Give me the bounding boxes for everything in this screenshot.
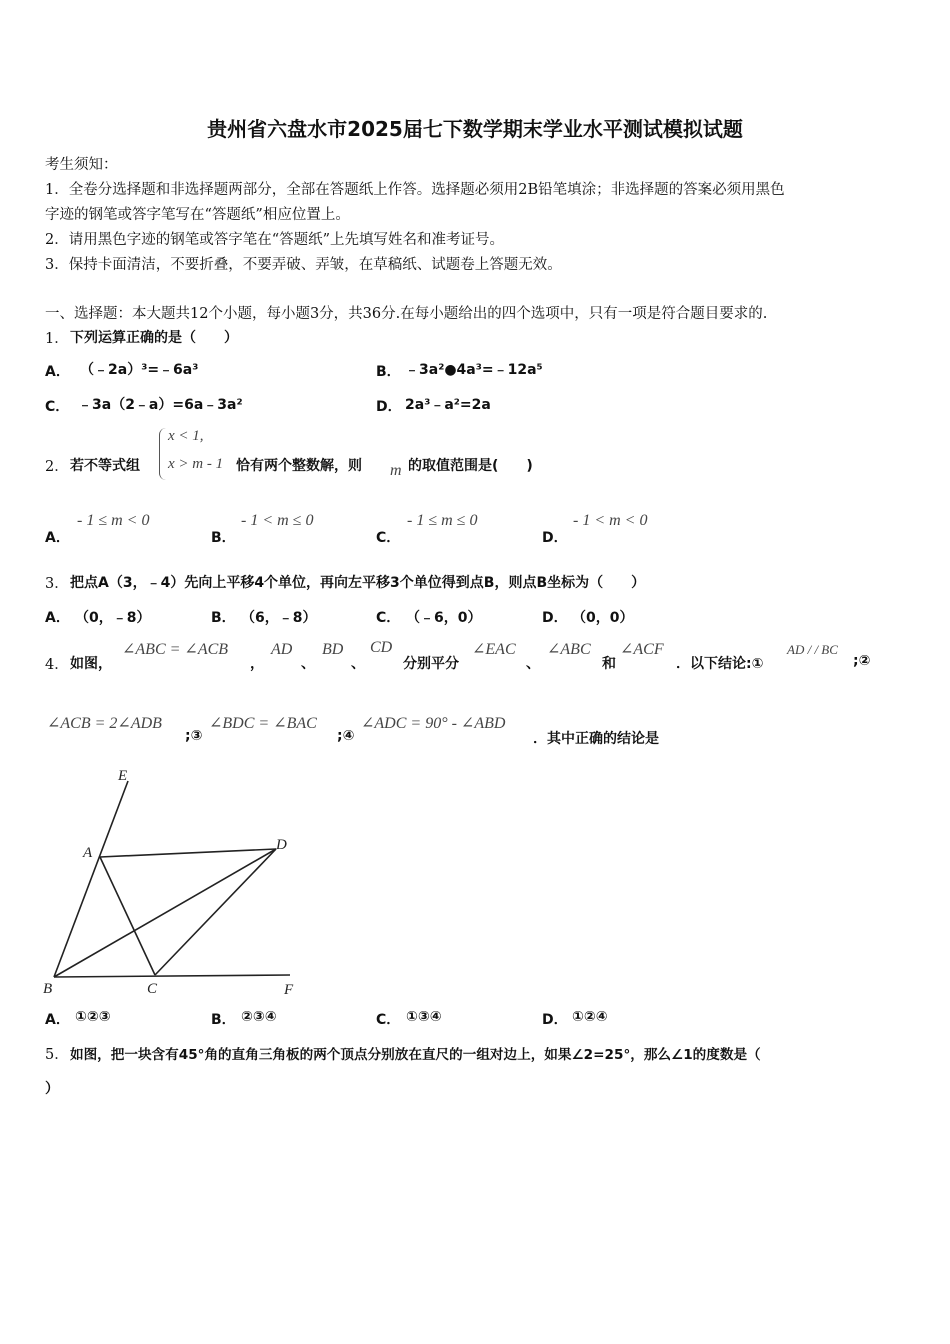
q2-system-brace [159, 428, 166, 480]
q4-option-a-text: ①②③ [75, 1009, 111, 1025]
q3-option-a-label: A． [45, 610, 70, 626]
q4-math-acb-2adb: ∠ACB = 2∠ADB [47, 715, 162, 732]
q3-number: 3． [45, 576, 69, 592]
q4-stem-b: 分别平分 [403, 656, 459, 672]
q2-option-a-text: - 1 ≤ m < 0 [77, 512, 150, 529]
q3-option-d-text: （0，0） [572, 610, 634, 626]
q4-separator-1: 、 [301, 656, 315, 672]
q1-option-a-label: A． [45, 364, 70, 380]
q3-option-a-text: （0，﹣8） [75, 610, 151, 626]
q4-stem-a: 如图， [70, 656, 112, 672]
q3-option-c-label: C． [376, 610, 401, 626]
q1-option-d-text: 2a³﹣a²=2a [405, 397, 491, 413]
q4-math-cd: CD [370, 639, 393, 656]
q4-option-a-label: A． [45, 1012, 70, 1028]
label-c: C [147, 981, 158, 997]
q4-and: 和 [602, 656, 616, 672]
q2-option-d-label: D． [542, 530, 568, 546]
q5-number: 5． [45, 1047, 69, 1063]
q4-conclusion-3-marker: ;③ [185, 728, 203, 744]
notice-item-1-line-1: 1．全卷分选择题和非选择题两部分，全部在答题纸上作答。选择题必须用2B铅笔填涂；非选择题的答案必须用黑色 [45, 182, 785, 198]
q4-math-abc-eq-acb: ∠ABC = ∠ACB [122, 641, 229, 658]
q4-option-d-label: D． [542, 1012, 568, 1028]
q2-option-b-label: B． [211, 530, 236, 546]
label-a: A [83, 845, 93, 861]
q1-option-a-text: （﹣2a）³=﹣6a³ [80, 362, 199, 378]
segment-ad [100, 849, 276, 857]
q2-inequality-1: x < 1, [168, 428, 204, 444]
segment-ac [100, 857, 155, 975]
q4-math-ad: AD [271, 641, 293, 658]
q4-math-bdc-eq-bac: ∠BDC = ∠BAC [209, 715, 317, 732]
label-d: D [276, 837, 287, 853]
q4-comma: ， [250, 656, 264, 672]
q5-stem: 如图，把一块含有45°角的直角三角板的两个顶点分别放在直尺的一组对边上，如果∠2=25°，那么∠1的度数是（ [70, 1047, 761, 1063]
q2-number: 2． [45, 459, 69, 475]
notice-item-2: 2．请用黑色字迹的钢笔或答字笔在“答题纸”上先填写姓名和准考证号。 [45, 232, 505, 248]
q2-option-a-label: A． [45, 530, 70, 546]
q4-math-ad-parallel-bc: AD / / BC [787, 642, 838, 657]
q4-stem-d: ．其中正确的结论是 [533, 731, 659, 747]
q4-math-bd: BD [322, 641, 344, 658]
notice-item-3: 3．保持卡面清洁，不要折叠，不要弄破、弄皱，在草稿纸、试题卷上答题无效。 [45, 257, 562, 273]
ray-be [54, 781, 128, 977]
q2-option-b-text: - 1 < m ≤ 0 [241, 512, 314, 529]
segment-bf [54, 975, 290, 977]
q4-math-eac: ∠EAC [472, 641, 516, 658]
q4-option-d-text: ①②④ [572, 1009, 608, 1025]
label-e: E [118, 768, 128, 784]
q4-math-acf: ∠ACF [620, 641, 664, 658]
q1-stem: 下列运算正确的是（ ） [70, 330, 238, 346]
q5-stem-end: ） [45, 1081, 59, 1097]
q2-option-c-label: C． [376, 530, 401, 546]
q2-inequality-2: x > m - 1 [168, 456, 224, 472]
q4-option-b-text: ②③④ [241, 1009, 277, 1025]
q4-separator-2: 、 [351, 656, 365, 672]
section-heading: 一、选择题：本大题共12个小题，每小题3分，共36分.在每小题给出的四个选项中，只有一项是符合题目要求的. [45, 306, 768, 322]
q2-option-c-text: - 1 ≤ m ≤ 0 [407, 512, 478, 529]
notice-heading: 考生须知： [45, 157, 118, 173]
q4-conclusion-4-marker: ;④ [337, 728, 355, 744]
q1-option-c-text: ﹣3a（2﹣a）=6a﹣3a² [78, 397, 243, 413]
q1-option-b-label: B． [376, 364, 401, 380]
page-title: 贵州省六盘水市2025届七下数学期末学业水平测试模拟试题 [207, 117, 743, 141]
q2-stem-post: 的取值范围是( ) [408, 458, 533, 474]
q2-option-d-text: - 1 < m < 0 [573, 512, 648, 529]
q3-option-c-text: （﹣6，0） [406, 610, 482, 626]
q4-separator-3: 、 [526, 656, 540, 672]
label-b: B [43, 981, 53, 997]
q3-option-d-label: D． [542, 610, 568, 626]
segment-bd [54, 849, 276, 977]
q1-option-c-label: C． [45, 399, 70, 415]
q4-geometry-figure [40, 765, 310, 1000]
q4-number: 4． [45, 657, 69, 673]
label-f: F [284, 982, 294, 998]
q1-option-b-text: ﹣3a²●4a³=﹣12a⁵ [405, 362, 543, 378]
notice-item-1-line-2: 字迹的钢笔或答字笔写在“答题纸”相应位置上。 [45, 207, 350, 223]
q3-option-b-text: （6，﹣8） [241, 610, 317, 626]
q1-number: 1． [45, 331, 69, 347]
q4-option-c-label: C． [376, 1012, 401, 1028]
segment-cd [155, 849, 276, 975]
q4-math-abc: ∠ABC [547, 641, 591, 658]
q4-option-c-text: ①③④ [406, 1009, 442, 1025]
q2-variable-m: m [390, 462, 402, 479]
q4-option-b-label: B． [211, 1012, 236, 1028]
q4-math-adc-formula: ∠ADC = 90° - ∠ABD [361, 715, 506, 732]
q2-stem-mid: 恰有两个整数解，则 [236, 458, 362, 474]
q4-conclusion-2-marker: ;② [853, 653, 871, 669]
q2-stem-pre: 若不等式组 [70, 458, 140, 474]
q1-option-d-label: D． [376, 399, 402, 415]
q3-stem: 把点A（3，﹣4）先向上平移4个单位，再向左平移3个单位得到点B，则点B坐标为（ ） [70, 575, 646, 591]
q4-stem-c: ．以下结论:① [676, 656, 764, 672]
q3-option-b-label: B． [211, 610, 236, 626]
